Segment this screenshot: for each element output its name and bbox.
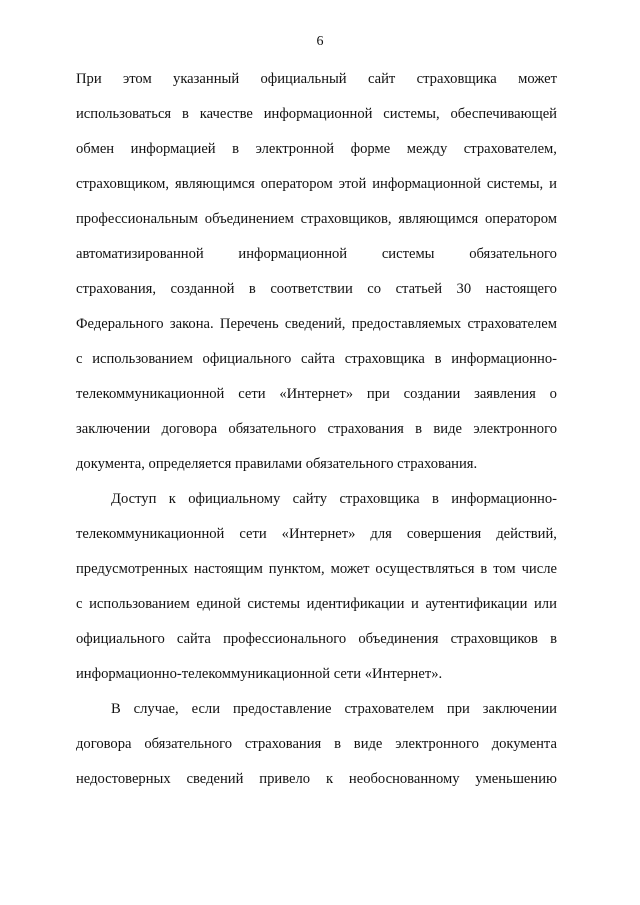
word: информационно- — [451, 491, 557, 507]
text-line: информационно-телекоммуникационной сети «Интернет». — [76, 666, 443, 682]
word: форме — [350, 141, 391, 157]
word: заявления — [474, 386, 536, 402]
text-line — [76, 174, 557, 194]
word: этом — [122, 71, 152, 87]
word: страхования, — [76, 281, 157, 297]
word: договора — [161, 421, 218, 437]
word: действий, — [496, 526, 557, 542]
word: том — [493, 561, 516, 577]
word: предусмотренных — [76, 561, 188, 577]
word: электронного — [473, 421, 557, 437]
text-line — [76, 524, 557, 544]
word: осуществляться — [375, 561, 475, 577]
word: пунктом, — [268, 561, 325, 577]
text-line — [76, 349, 557, 369]
text-line — [76, 279, 557, 299]
word: официальный — [260, 71, 347, 87]
word: этой — [338, 176, 367, 192]
word: страховщиком, — [76, 176, 170, 192]
text-line — [76, 314, 557, 334]
word: в — [550, 631, 557, 647]
word: создании — [403, 386, 461, 402]
word: официального — [76, 631, 165, 647]
word: привело — [259, 771, 311, 787]
word: системы — [381, 246, 435, 262]
word: в — [232, 141, 240, 157]
text-line — [76, 769, 557, 789]
word: соответствии — [270, 281, 353, 297]
word: с — [76, 596, 83, 612]
text-line — [76, 139, 557, 159]
word: страховщика — [416, 71, 497, 87]
word: информацией — [130, 141, 216, 157]
word: обеспечивающей — [450, 106, 557, 122]
word: страхования — [244, 736, 322, 752]
word: 30 — [456, 281, 472, 297]
word: со — [367, 281, 382, 297]
word: использованием — [89, 596, 190, 612]
word: между — [406, 141, 448, 157]
word: может — [330, 561, 370, 577]
word: сайт — [367, 71, 396, 87]
word: случае, — [133, 701, 179, 717]
word: качестве — [199, 106, 253, 122]
word: системы, — [486, 176, 544, 192]
word: страховщиков — [450, 631, 538, 647]
word: предоставление — [232, 701, 332, 717]
word: страхователем — [467, 316, 557, 332]
word: официального — [202, 351, 292, 367]
word: «Интернет» — [281, 526, 356, 542]
word: электронной — [255, 141, 335, 157]
text-line — [76, 69, 557, 89]
word: страхования — [327, 421, 404, 437]
word: может — [518, 71, 557, 87]
word: виде — [433, 421, 463, 437]
word: автоматизированной — [76, 246, 204, 262]
word: в — [431, 491, 439, 507]
word: страхователем — [344, 701, 434, 717]
word: оператором — [260, 176, 333, 192]
word: предоставляемых — [351, 316, 462, 332]
text-line — [76, 734, 557, 754]
word: в — [248, 281, 256, 297]
text-line — [76, 244, 557, 264]
word: страхователем, — [463, 141, 557, 157]
word: заключении — [482, 701, 557, 717]
text-line — [76, 419, 557, 439]
word: сети — [239, 526, 267, 542]
word: системы — [247, 596, 301, 612]
word: настоящего — [485, 281, 557, 297]
word: Перечень — [219, 316, 279, 332]
word: информационной — [263, 106, 373, 122]
word: информационно- — [451, 351, 557, 367]
word: профессиональным — [76, 211, 198, 227]
word: для — [370, 526, 392, 542]
word: если — [191, 701, 221, 717]
word: обязательного — [469, 246, 557, 262]
word: совершения — [406, 526, 482, 542]
word: телекоммуникационной — [76, 526, 225, 542]
word: обязательного — [228, 421, 317, 437]
text-line — [76, 594, 557, 614]
word: или — [534, 596, 557, 612]
text-line — [111, 699, 557, 719]
word: сведений, — [284, 316, 346, 332]
word: к — [168, 491, 176, 507]
word: являющимся — [398, 211, 479, 227]
word: к — [325, 771, 334, 787]
text-line — [76, 559, 557, 579]
word: закона. — [169, 316, 214, 332]
word: использованием — [92, 351, 193, 367]
word: необоснованному — [348, 771, 460, 787]
word: информационной — [372, 176, 481, 192]
text-line: документа, определяется правилами обязательного страхования. — [76, 456, 478, 472]
word: аутентификации — [425, 596, 528, 612]
word: указанный — [173, 71, 240, 87]
word: сети — [238, 386, 266, 402]
word: в — [415, 421, 423, 437]
word: идентификации — [306, 596, 405, 612]
word: информационной — [238, 246, 348, 262]
word: сайту — [292, 491, 328, 507]
word: страховщиков, — [300, 211, 392, 227]
word: использоваться — [76, 106, 172, 122]
word: единой — [196, 596, 241, 612]
word: Доступ — [111, 491, 157, 507]
word: электронного — [395, 736, 479, 752]
word: уменьшению — [475, 771, 557, 787]
word: сайта — [301, 351, 336, 367]
text-line — [111, 489, 557, 509]
word: заключении — [76, 421, 151, 437]
word: обмен — [76, 141, 115, 157]
word: сайта — [176, 631, 211, 647]
word: Федерального — [76, 316, 164, 332]
word: настоящим — [193, 561, 263, 577]
word: договора — [76, 736, 132, 752]
word: профессионального — [223, 631, 347, 647]
word: и — [411, 596, 419, 612]
word: созданной — [170, 281, 235, 297]
word: при — [366, 386, 390, 402]
word: с — [76, 351, 83, 367]
text-line — [76, 384, 557, 404]
word: в — [434, 351, 442, 367]
word: статьей — [395, 281, 443, 297]
word: страховщика — [339, 491, 420, 507]
word: документа — [491, 736, 557, 752]
word: телекоммуникационной — [76, 386, 225, 402]
word: при — [446, 701, 470, 717]
word: официальному — [188, 491, 281, 507]
word: сведений — [186, 771, 244, 787]
text-line — [76, 629, 557, 649]
word: о — [549, 386, 557, 402]
word: являющимся — [175, 176, 255, 192]
word: объединения — [358, 631, 439, 647]
word: в — [334, 736, 341, 752]
word: В — [111, 701, 121, 717]
text-line — [76, 209, 557, 229]
word: виде — [353, 736, 383, 752]
word: недостоверных — [76, 771, 171, 787]
word: числе — [521, 561, 557, 577]
word: обязательного — [144, 736, 233, 752]
word: страховщика — [344, 351, 425, 367]
word: и — [549, 176, 557, 192]
word: «Интернет» — [279, 386, 354, 402]
page-number: 6 — [316, 34, 324, 49]
word: в — [480, 561, 488, 577]
word: в — [182, 106, 189, 122]
text-line — [76, 104, 557, 124]
word: оператором — [484, 211, 557, 227]
word: системы, — [383, 106, 440, 122]
word: объединением — [204, 211, 294, 227]
word: При — [76, 71, 102, 87]
